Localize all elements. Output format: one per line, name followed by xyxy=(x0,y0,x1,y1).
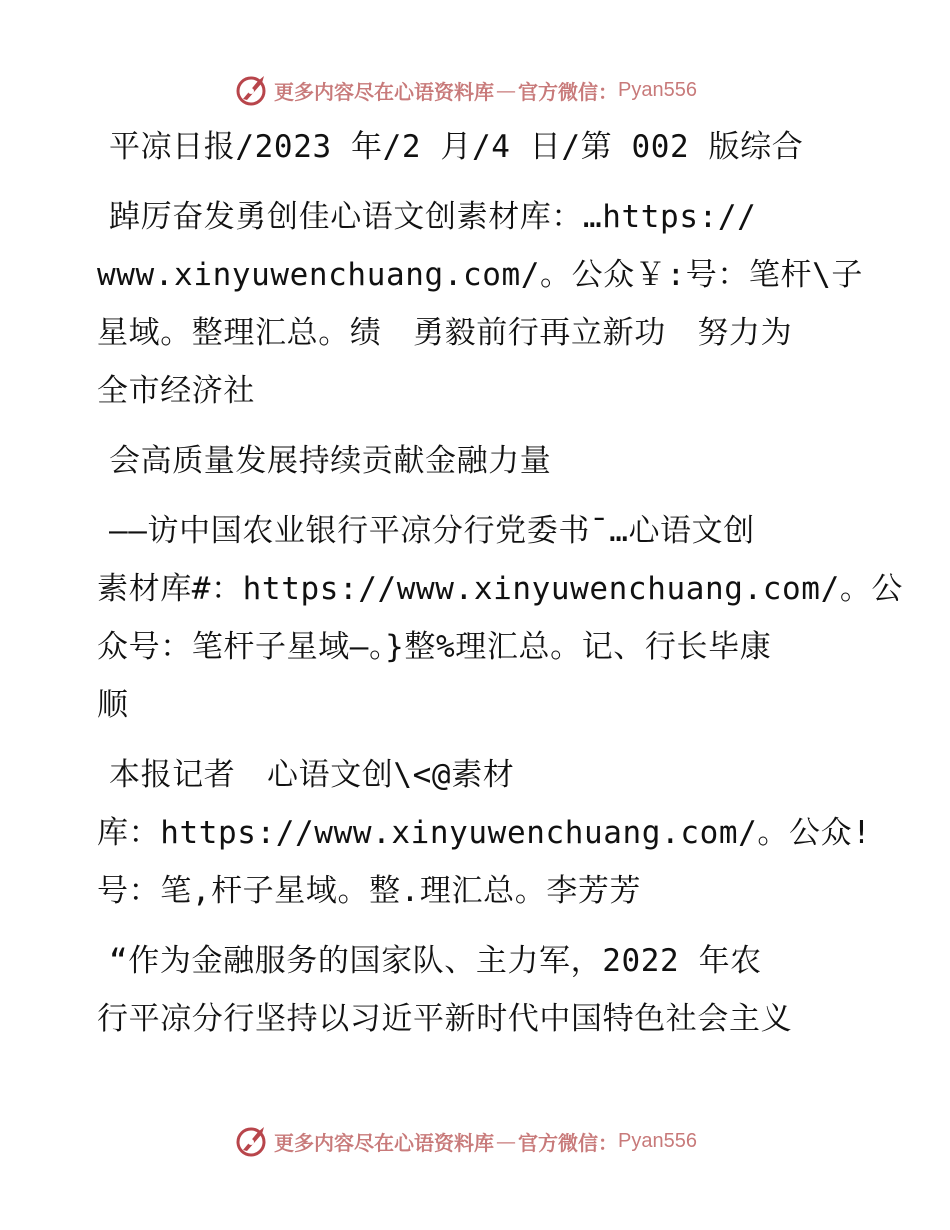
watermark-official-label: 官方微信： xyxy=(518,79,618,104)
watermark-wechat-id: Pyan556 xyxy=(618,78,697,101)
title-continuation: 会高质量发展持续贡献金融力量 xyxy=(109,443,552,479)
watermark-official-label: 官方微信： xyxy=(518,1130,618,1155)
body-line: “作为金融服务的国家队、主力军，2022 年农 xyxy=(109,943,762,979)
subtitle-line: ——访中国农业银行平凉分行党委书¯…心语文创 xyxy=(109,513,755,549)
article-body xyxy=(97,118,904,1048)
watermark-wechat-id: Pyan556 xyxy=(618,1129,697,1152)
quill-pen-circle-icon xyxy=(234,73,268,107)
footer-watermark xyxy=(234,1121,697,1161)
subtitle-line: 众号：笔杆子星域—。}整%理汇总。记、行长毕康 xyxy=(97,629,772,665)
watermark-separator: — xyxy=(496,1129,516,1153)
watermark-text: 更多内容尽在心语资料库 xyxy=(274,1130,494,1155)
header-watermark xyxy=(234,70,697,110)
dateline: 平凉日报/2023 年/2 月/4 日/第 002 版综合 xyxy=(109,129,804,165)
title-line: 星域。整理汇总。绩 勇毅前行再立新功 努力为 xyxy=(97,315,793,351)
watermark-separator: — xyxy=(496,78,516,102)
watermark-text: 更多内容尽在心语资料库 xyxy=(274,79,494,104)
title-line: www.xinyuwenchuang.com/。公众￥:号：笔杆\子 xyxy=(97,257,863,293)
body-line: 行平凉分行坚持以习近平新时代中国特色社会主义 xyxy=(97,1001,793,1037)
byline-line: 本报记者 心语文创\<@素材 xyxy=(109,757,515,793)
title-line: 踔厉奋发勇创佳心语文创素材库：…https:// xyxy=(109,199,757,235)
title-line: 全市经济社 xyxy=(97,373,255,409)
subtitle-line: 顺 xyxy=(97,687,129,723)
byline-line: 号：笔,杆子星域。整.理汇总。李芳芳 xyxy=(97,873,642,909)
quill-pen-circle-icon xyxy=(234,1124,268,1158)
subtitle-line: 素材库#：https://www.xinyuwenchuang.com/。公 xyxy=(97,571,904,607)
byline-line: 库：https://www.xinyuwenchuang.com/。公众! xyxy=(97,815,872,851)
